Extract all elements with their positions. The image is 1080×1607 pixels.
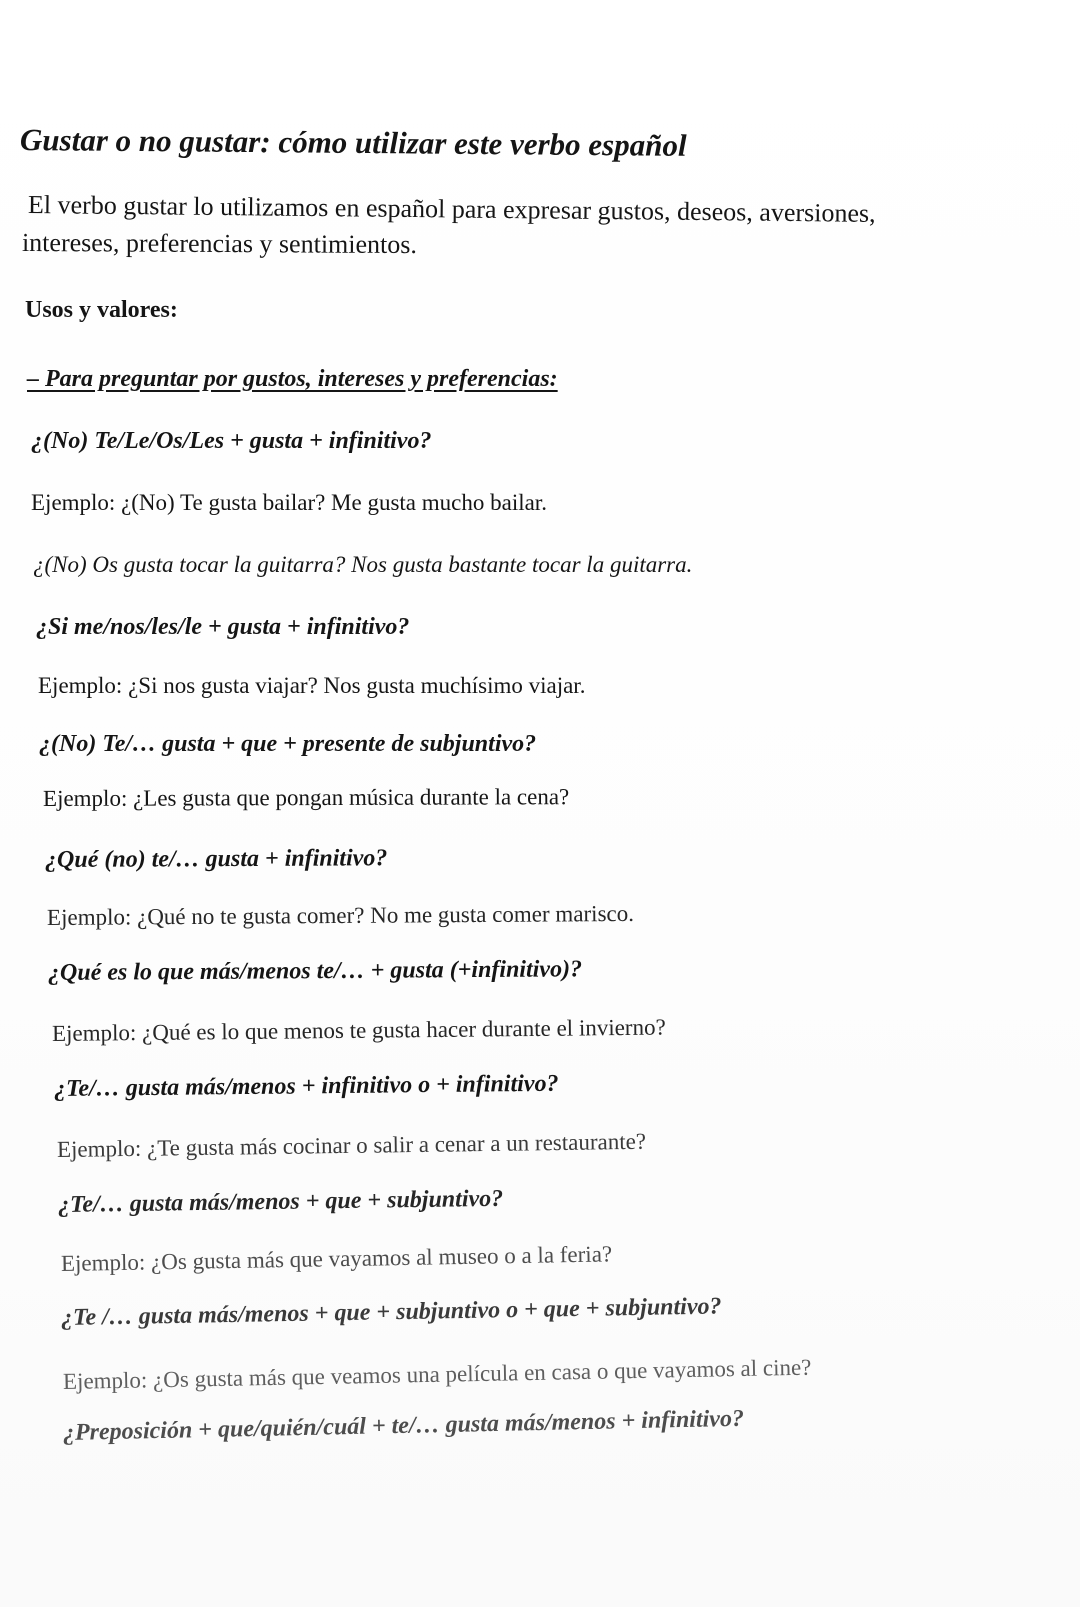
example-line: Ejemplo: ¿Os gusta más que veamos una película en casa o que vayamos al cine?: [62, 1354, 812, 1394]
formula-line: ¿Preposición + que/quién/cuál + te/… gusta más/menos + infinitivo?: [62, 1405, 745, 1446]
subheading: – Para preguntar por gustos, intereses y preferencias:: [27, 366, 558, 392]
example-line: Ejemplo: ¿Os gusta más que vayamos al museo o a la feria?: [60, 1241, 613, 1276]
intro-line-2: intereses, preferencias y sentimientos.: [21, 228, 417, 260]
formula-line: ¿(No) Te/Le/Os/Les + gusta + infinitivo?: [31, 428, 432, 454]
example-line: Ejemplo: ¿Si nos gusta viajar? Nos gusta muchísimo viajar.: [38, 673, 586, 698]
formula-line: ¿Qué (no) te/… gusta + infinitivo?: [44, 845, 388, 873]
example-line: Ejemplo: ¿Te gusta más cocinar o salir a cenar a un restaurante?: [56, 1128, 647, 1162]
section-heading: Usos y valores:: [25, 297, 178, 323]
formula-line: ¿Si me/nos/les/le + gusta + infinitivo?: [36, 614, 410, 640]
page-title: Gustar o no gustar: cómo utilizar este verbo español: [19, 122, 687, 163]
example-line-italic: ¿(No) Os gusta tocar la guitarra? Nos gusta bastante tocar la guitarra.: [33, 552, 693, 577]
formula-line: ¿(No) Te/… gusta + que + presente de subjuntivo?: [39, 731, 537, 757]
formula-line: ¿Te /… gusta más/menos + que + subjuntivo o + que + subjuntivo?: [60, 1293, 722, 1331]
example-line: Ejemplo: ¿Qué es lo que menos te gusta hacer durante el invierno?: [51, 1014, 666, 1046]
formula-line: ¿Te/… gusta más/menos + que + subjuntivo?: [57, 1185, 504, 1218]
formula-line: ¿Qué es lo que más/menos te/… + gusta (+infinitivo)?: [47, 956, 583, 986]
example-line: Ejemplo: ¿Qué no te gusta comer? No me gusta comer marisco.: [46, 900, 635, 930]
example-line: Ejemplo: ¿(No) Te gusta bailar? Me gusta mucho bailar.: [31, 490, 547, 515]
example-line: Ejemplo: ¿Les gusta que pongan música durante la cena?: [42, 784, 570, 811]
intro-line-1: El verbo gustar lo utilizamos en español para expresar gustos, deseos, aversiones,: [27, 190, 876, 228]
formula-line: ¿Te/… gusta más/menos + infinitivo o + infinitivo?: [53, 1070, 559, 1102]
